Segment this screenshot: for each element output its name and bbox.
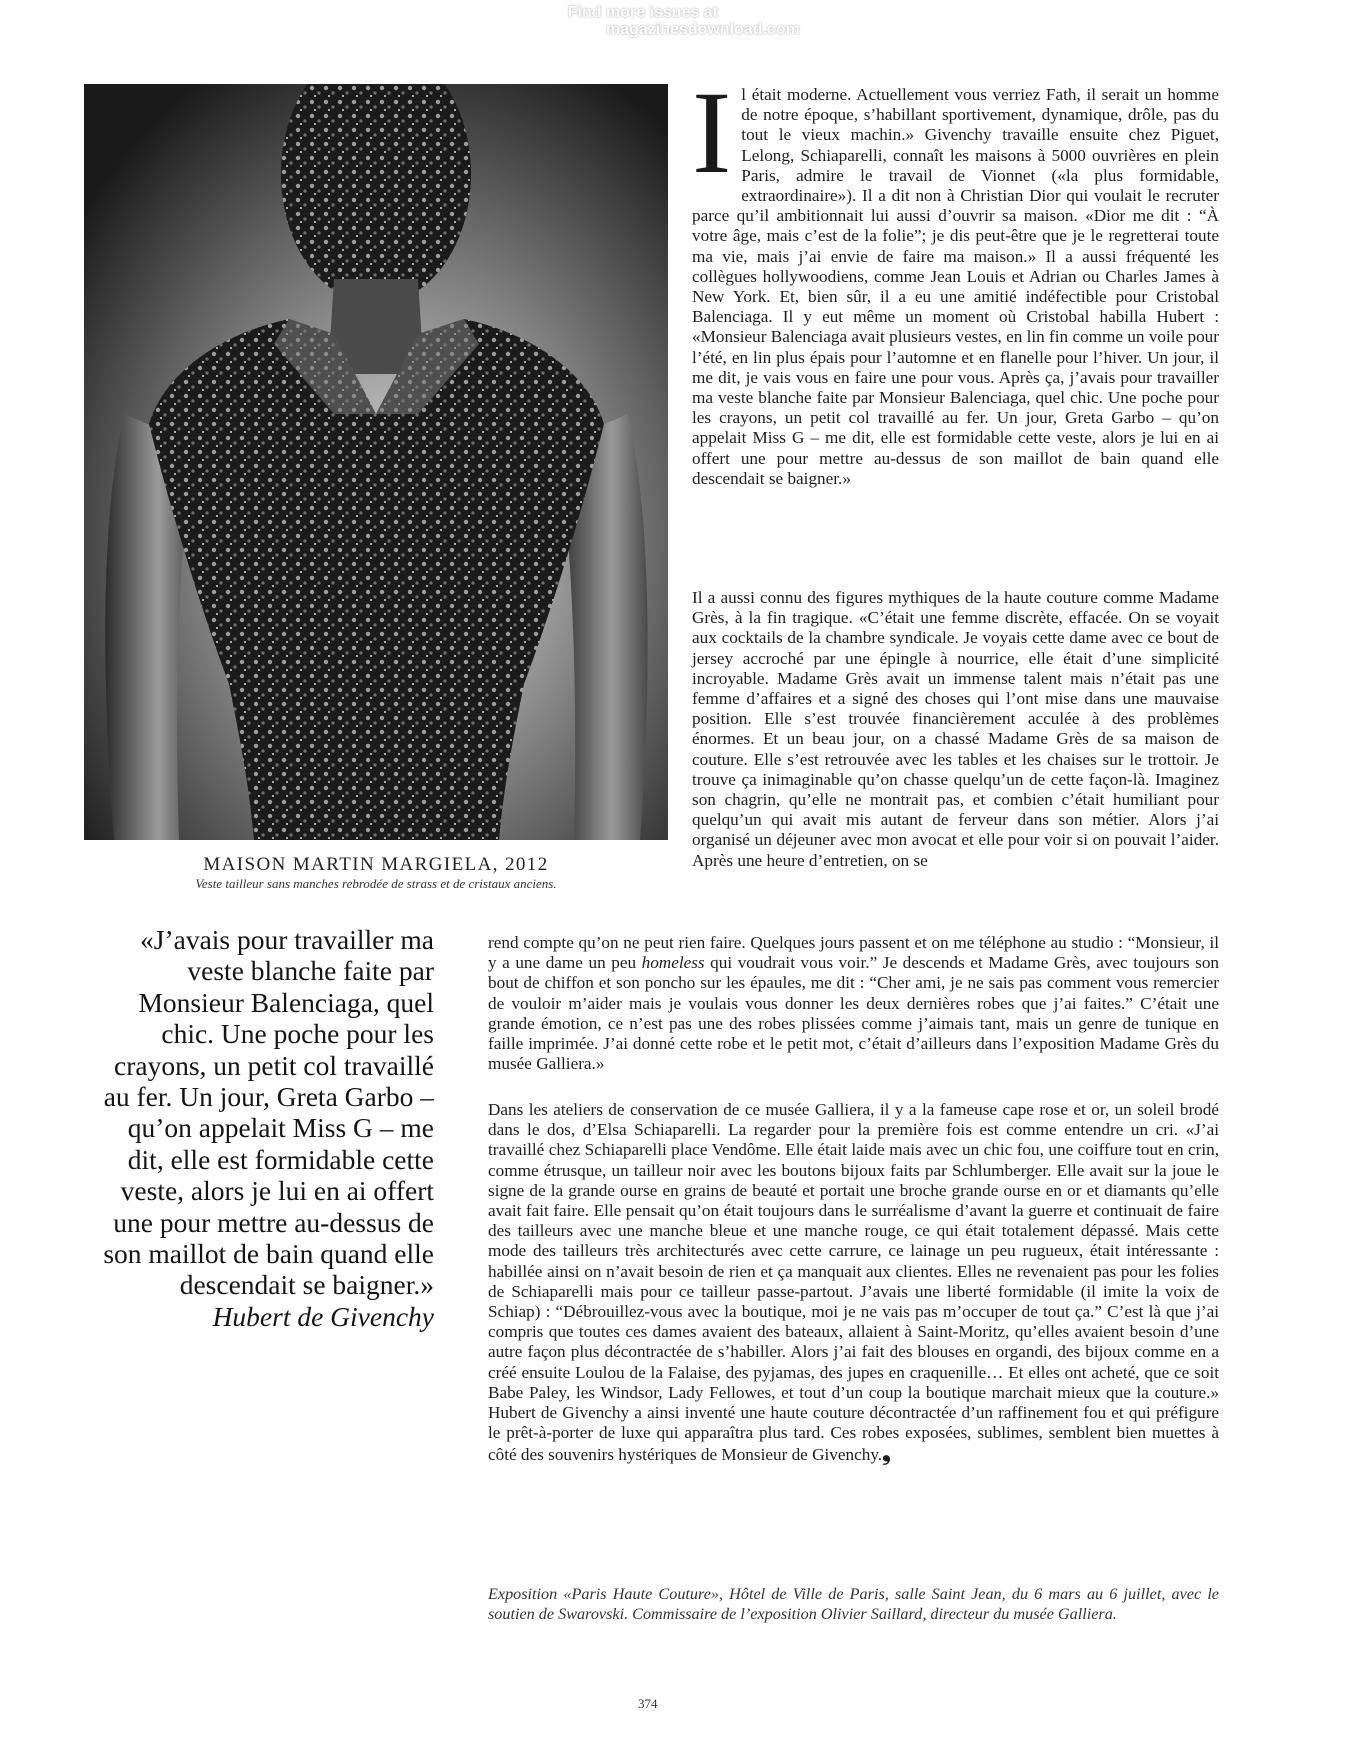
paragraph-2-text-start: rend compte qu’on ne peut rien faire. Quelques jours passent et on me téléphone au studio : “Monsieur, il y a une dame un peu <box>488 933 1219 973</box>
article-paragraph-3 <box>488 1100 1219 1466</box>
pull-quote <box>94 924 434 1332</box>
page-number: 374 <box>638 1696 658 1711</box>
end-mark-icon: ❟ <box>882 1440 891 1466</box>
exhibition-credit: Exposition «Paris Haute Couture», Hôtel de Ville de Paris, salle Saint Jean, du 6 mars au 6 juillet, avec le soutien de Swarovski. Commissaire de l’exposition Olivier Saillard, directeur du musée Galliera. <box>488 1585 1219 1624</box>
watermark <box>486 4 800 38</box>
watermark-line-2: magazinesdownload.com <box>606 21 800 38</box>
pull-quote-author: Hubert de Givenchy <box>212 1300 434 1332</box>
paragraph-2-emphasis: homeless <box>641 953 705 973</box>
caption-title: MAISON MARTIN MARGIELA, 2012 <box>203 854 549 875</box>
mannequin-illustration <box>84 84 668 840</box>
paragraph-2-text-end: qui voudrait vous voir.” Je descends et Madame Grès, avec toujours son bout de chiffon et son poncho sur les épaules, me dit : “Cher ami, je ne sais pas comment vous remercier de vouloir m’aider mais je voulais vous donner les deux dernières robes que j’ai faites.” C’était une grande émotion, ce n’est pas une des robes plissées comme j’aimais tant, mais un genre de tunique en faille imprimée. J’ai donné cette robe et le petit mot, c’était d’ailleurs dans l’exposition Madame Grès du musée Galliera.» <box>488 953 1220 1074</box>
drop-cap: I <box>692 67 732 198</box>
article-paragraph-2-lower <box>488 933 1219 1074</box>
photo-caption <box>84 854 668 892</box>
mannequin-photo <box>84 84 668 840</box>
caption-subtitle: Veste tailleur sans manches rebrodée de strass et de cristaux anciens. <box>195 876 557 891</box>
watermark-line-1: Find more issues at <box>567 4 719 21</box>
pull-quote-text: «J’avais pour travailler ma veste blanche faite par Monsieur Balenciaga, quel chic. Une poche pour les crayons, un petit col travaillé au fer. Un jour, Greta Garbo – qu’on appelait Miss G – me dit, elle est formidable cette veste, alors je lui en ai offert une pour mettre au-dessus de son maillot de bain quand elle descendait se baigner.» <box>103 924 434 1301</box>
article-paragraph-2-upper: Il a aussi connu des figures mythiques de la haute couture comme Madame Grès, à la fin tragique. «C’était une femme discrète, effacée. On se voyait aux cocktails de la chambre syndicale. Je voyais cette dame avec ce bout de jersey accroché par une épingle à nourrice, elle était d’une simplicité incroyable. Madame Grès avait un immense talent mais n’était pas une femme d’affaires et a signé des choses qui l’ont mise dans une mauvaise position. Elle s’est trouvée financièrement acculée à des problèmes énormes. Et un beau jour, on a chassé Madame Grès de sa maison de couture. Elle s’est retrouvée avec les tables et les chaises sur le trottoir. Je trouve ça inimaginable qu’on chasse quelqu’un de cette façon-là. Imaginez son chagrin, qu’elle ne montrait pas, et combien c’était humiliant pour quelqu’un qui avait mis autant de ferveur dans son métier. Alors j’ai organisé un déjeuner avec mon avocat et elle pour voir si on pouvait l’aider. Après une heure d’entretien, on se <box>692 588 1219 870</box>
paragraph-3-text: Dans les ateliers de conservation de ce musée Galliera, il y a la fameuse cape rose et or, un soleil brodé dans le dos, d’Elsa Schiaparelli. La regarder pour la première fois est comme entendre un cri. «J’ai travaillé chez Schiaparelli place Vendôme. Elle était laide mais avec un chic fou, une coiffure tout en crin, comme étrusque, un tailleur noir avec les boutons bijoux faits par Schlumberger. Elle avait sur la joue le signe de la grande ourse en grains de beauté et portait une broche grande ourse en or et diamants qu’elle avait fait faire. Elle pensait qu’on était toujours dans le surréalisme d’avant la guerre et continuait de faire des tailleurs avec une manche bleue et une manche rouge, ce qui était totalement dépassé. Mais cette mode des tailleurs très architecturés avec cette carrure, ce lainage un peu rugueux, était intéressante : habillée ainsi on n’avait besoin de rien et ça manquait aux clientes. Elles ne revenaient pas pour les folies de Schiaparelli mais pour ce tailleur passe-partout. J’avais une liberté formidable (il imite la voix de Schiap) : “Débrouillez-vous avec la boutique, moi je ne vais pas m’occuper de tout ça.” C’est là que j’ai compris que toutes ces dames avaient des bateaux, allaient à Saint-Moritz, qu’elles avaient besoin d’une autre façon plus décontractée de s’habiller. Alors j’ai fait des blouses en organdi, des bijoux comme en a créé ensuite Loulou de la Falaise, des pyjamas, des jupes en craquenille… Et elles ont acheté, que ce soit Babe Paley, les Windsor, Lady Fellowes, et tout d’un coup la boutique marchait mieux que la couture.» Hubert de Givenchy a ainsi inventé une haute couture décontractée d’un raffinement fou et qui préfigure le prêt-à-porter de luxe qui apparaîtra plus tard. Ces robes exposées, sublimes, semblent bien muettes à côté des souvenirs hystériques de Monsieur de Givenchy. <box>488 1100 1219 1465</box>
article-paragraph-1 <box>692 67 1219 489</box>
paragraph-1-text: l était moderne. Actuellement vous verriez Fath, il serait un homme de notre époque, s’habillant sportivement, dynamique, drôle, pas du tout le vieux machin.» Givenchy travaille ensuite chez Piguet, Lelong, Schiaparelli, connaît les maisons à 5000 ouvrières en plein Paris, admire le travail de Vionnet («la plus formidable, extraordinaire»). Il a dit non à Christian Dior qui voulait le recruter parce qu’il ambitionnait lui aussi d’ouvrir sa maison. «Dior me dit : “À votre âge, mais c’est de la folie”; je dis peut-être que je le regretterai toute ma vie, mais j’ai envie de faire ma maison.» Il a aussi fréquenté les collègues hollywoodiens, comme Jean Louis et Adrian ou Charles James à New York. Et, bien sûr, il a eu une amitié indéfectible pour Cristobal Balenciaga. Il y eut même un moment où Cristobal habilla Hubert : «Monsieur Balenciaga avait plusieurs vestes, en lin fin comme un voile pour l’été, en lin plus épais pour l’automne et en flanelle pour l’hiver. Un jour, il me dit, je vais vous en faire une pour vous. Après ça, j’avais pour travailler ma veste blanche faite par Monsieur Balenciaga, quel chic. Une poche pour les crayons, un petit col travaillé au fer. Un jour, Greta Garbo – qu’on appelait Miss G – me dit, elle est formidable cette veste, alors je lui en ai offert une pour mettre au-dessus de son maillot de bain quand elle descendait se baigner.» <box>692 85 1219 488</box>
